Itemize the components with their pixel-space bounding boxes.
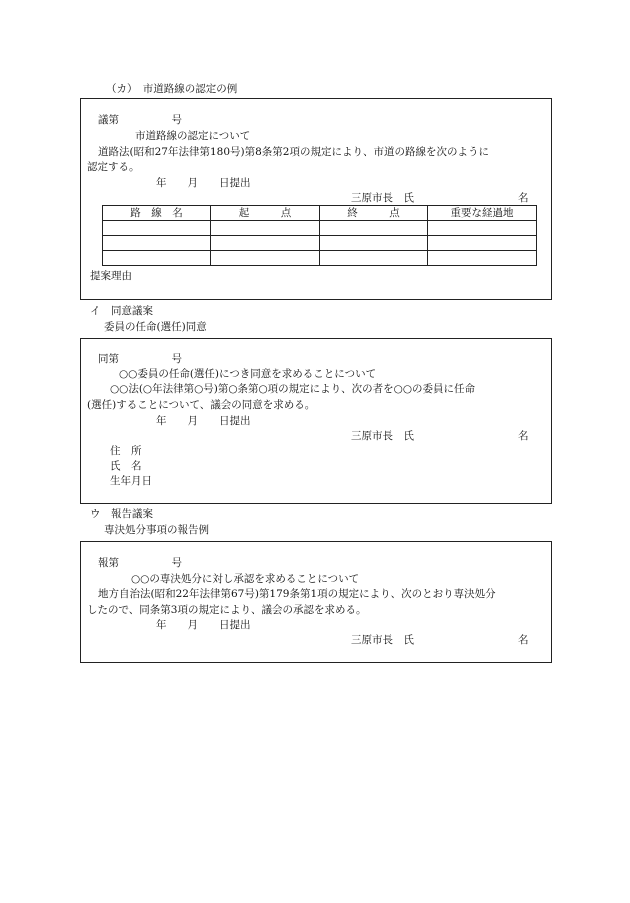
section-heading-consent: イ 同意議案 [90, 305, 153, 317]
proposal-reason: 提案理由 [90, 270, 132, 282]
signer-mei: 名 [518, 634, 529, 646]
route-table [102, 205, 537, 266]
road-certification-form [80, 98, 552, 300]
bill-body-line2: 認定する。 [87, 161, 140, 173]
table-row [103, 221, 537, 236]
field-name: 氏 名 [110, 460, 142, 472]
signer-mayor: 三原市長 氏 [351, 192, 414, 204]
bill-body-line1: 地方自治法(昭和22年法律第67号)第179条第1項の規定により、次のとおり専決処分 [98, 588, 496, 600]
bill-body-line2: したので、同条第3項の規定により、議会の承認を求める。 [87, 604, 367, 616]
table-row [103, 236, 537, 251]
table-row [103, 251, 537, 266]
section-subheading-consent: 委員の任命(選任)同意 [104, 321, 207, 333]
consent-form [80, 338, 552, 504]
field-address: 住 所 [110, 445, 142, 457]
submission-date: 年 月 日提出 [156, 619, 251, 631]
section-subheading-report: 専決処分事項の報告例 [104, 524, 209, 536]
bill-body-line1: 道路法(昭和27年法律第180号)第8条第2項の規定により、市道の路線を次のように [98, 146, 489, 158]
submission-date: 年 月 日提出 [156, 177, 251, 189]
header-start-point: 起 点 [211, 206, 320, 221]
field-birthdate: 生年月日 [110, 475, 152, 487]
report-form [80, 541, 552, 663]
header-end-point: 終 点 [320, 206, 428, 221]
signer-mayor: 三原市長 氏 [351, 634, 414, 646]
header-route-name: 路 線 名 [103, 206, 211, 221]
bill-body-line1: ○○法(○年法律第○号)第○条第○項の規定により、次の者を○○の委員に任命 [110, 383, 475, 395]
bill-title: ○○の専決処分に対し承認を求めることについて [131, 573, 360, 585]
header-waypoints: 重要な経過地 [428, 206, 537, 221]
section-heading-report: ウ 報告議案 [90, 508, 153, 520]
signer-mayor: 三原市長 氏 [351, 430, 414, 442]
signer-mei: 名 [518, 192, 529, 204]
bill-number: 同第 号 [98, 353, 182, 365]
section-heading-road: （カ） 市道路線の認定の例 [106, 83, 238, 95]
bill-title: ○○委員の任命(選任)につき同意を求めることについて [119, 368, 377, 380]
signer-mei: 名 [518, 430, 529, 442]
table-header-row [103, 206, 537, 221]
bill-title: 市道路線の認定について [135, 130, 251, 142]
bill-number: 議第 号 [98, 114, 182, 126]
bill-number: 報第 号 [98, 557, 182, 569]
bill-body-line2: (選任)することについて、議会の同意を求める。 [87, 399, 316, 411]
submission-date: 年 月 日提出 [156, 415, 251, 427]
